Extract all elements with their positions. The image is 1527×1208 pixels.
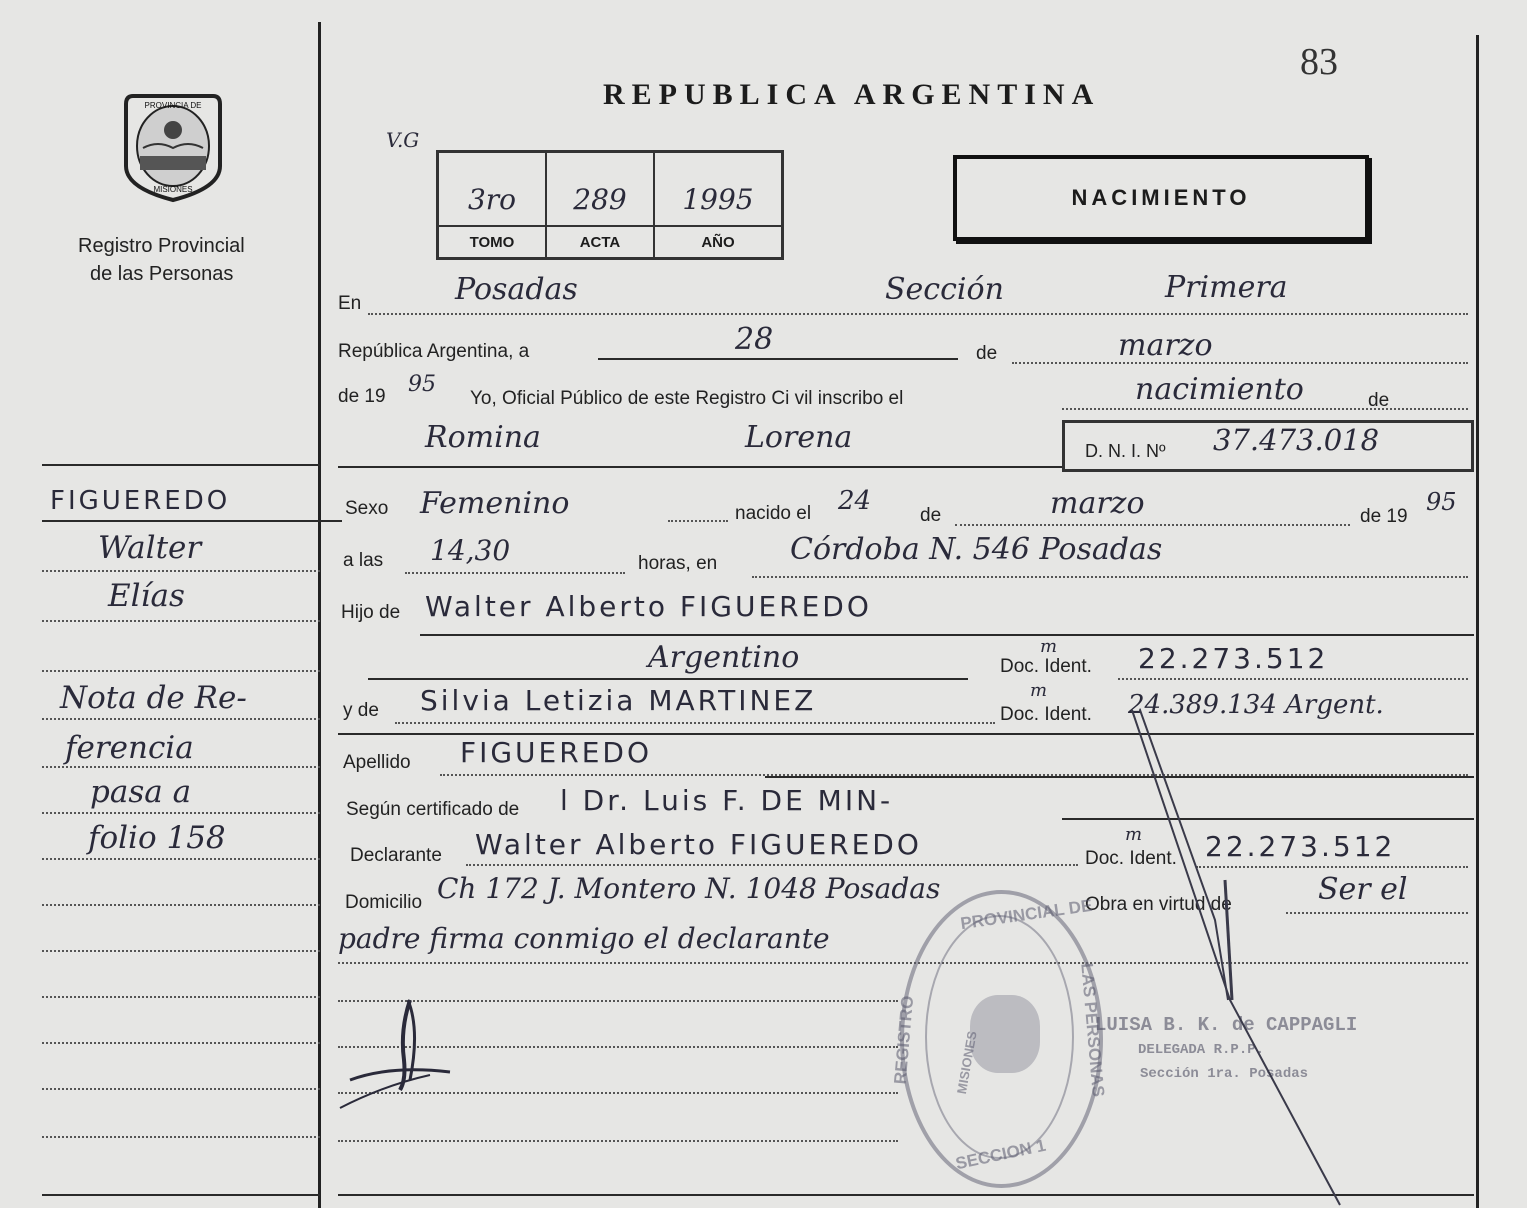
declarante-doc-label: Doc. Ident.	[1085, 848, 1177, 869]
margin-line	[42, 1136, 320, 1138]
delegate-title: DELEGADA R.P.P.	[1138, 1042, 1265, 1058]
margin-surname: FIGUEREDO	[50, 486, 231, 516]
de3-label: de	[920, 505, 942, 526]
given-name-first: Romina	[425, 420, 541, 455]
father-name-value: Walter Alberto FIGUEREDO	[425, 590, 872, 623]
declarante-value: Walter Alberto FIGUEREDO	[475, 828, 922, 861]
stamp-inner-text: MISIONES	[953, 1029, 980, 1096]
obra-value: Ser el	[1318, 872, 1408, 907]
mother-doc-label: Doc. Ident.	[1000, 704, 1092, 725]
continuation-text: padre firma conmigo el declarante	[338, 922, 830, 955]
given-name-second: Lorena	[745, 420, 853, 455]
margin-line	[42, 904, 320, 906]
day-value: 28	[735, 322, 774, 357]
year-prefix-label: de 19	[338, 386, 386, 407]
svg-text:PROVINCIA DE: PROVINCIA DE	[144, 101, 202, 110]
hora-value: 14,30	[430, 534, 511, 567]
margin-line	[42, 766, 320, 768]
birth-year-prefix: de 19	[1360, 506, 1408, 527]
birth-year-suffix: 95	[1426, 488, 1457, 516]
certificado-label: Según certificado de	[346, 799, 520, 820]
stamp-ring-left: REGISTRO	[890, 994, 918, 1086]
margin-note-line4: folio 158	[88, 820, 226, 856]
officer-text: Yo, Oficial Público de este Registro Ci vil inscribo el	[470, 388, 904, 409]
month-value: marzo	[1118, 328, 1213, 363]
margin-name2: Elías	[108, 578, 185, 614]
republica-label: República Argentina, a	[338, 341, 530, 362]
margin-line	[42, 1042, 320, 1044]
margin-line	[42, 670, 320, 672]
margin-bottom-line	[42, 1194, 320, 1196]
sexo-label: Sexo	[345, 498, 389, 519]
father-doc-superscript: m	[1040, 636, 1058, 657]
apellido-value: FIGUEREDO	[460, 736, 652, 769]
act-type-line	[1062, 408, 1468, 410]
mother-name-value: Silvia Letizia MARTINEZ	[420, 684, 817, 717]
father-doc-line	[1118, 678, 1468, 680]
father-nationality-line	[368, 678, 968, 680]
record-type-label: NACIMIENTO	[1071, 185, 1251, 210]
sexo-value: Femenino	[420, 486, 570, 521]
margin-note-line1: Nota de Re-	[60, 680, 247, 716]
father-doc-value: 22.273.512	[1138, 642, 1329, 675]
anio-value: 1995	[682, 183, 754, 216]
yde-label: y de	[343, 700, 379, 721]
seccion-label-handwritten: Sección	[885, 272, 1004, 307]
birth-day-value: 24	[838, 486, 872, 516]
margin-line	[42, 570, 320, 572]
place-line	[368, 313, 1468, 315]
margin-divider-line	[318, 22, 321, 1208]
diagonal-pen-strokes	[1120, 700, 1360, 1208]
stamp-ring-bottom: SECCION 1	[953, 1135, 1048, 1174]
hijo-label: Hijo de	[341, 602, 401, 623]
registry-name-line2: de las Personas	[90, 263, 234, 285]
registry-reference-box	[436, 150, 784, 260]
margin-line	[42, 812, 320, 814]
anio-label: AÑO	[701, 234, 735, 251]
obra-label: Obra en virtud de	[1085, 894, 1232, 915]
mother-doc-superscript: m	[1030, 680, 1048, 701]
seccion-value: Primera	[1165, 270, 1288, 305]
birth-place-value: Córdoba N. 546 Posadas	[790, 532, 1163, 567]
delegate-section: Sección 1ra. Posadas	[1140, 1066, 1309, 1082]
tomo-label: TOMO	[469, 234, 515, 251]
given-names-line	[338, 466, 1062, 468]
father-doc-label: Doc. Ident.	[1000, 656, 1092, 677]
place-value: Posadas	[455, 272, 578, 307]
birth-place-line	[752, 576, 1468, 578]
certificado-value: l Dr. Luis F. DE MIN-	[560, 784, 894, 817]
month-line	[1012, 362, 1468, 364]
tomo-cell	[439, 153, 547, 257]
margin-line	[42, 858, 320, 860]
handwritten-signature	[330, 990, 460, 1120]
de-label: de	[976, 343, 998, 364]
stamp-ring-right: LAS PERSONAS	[1077, 962, 1108, 1098]
horas-label: horas, en	[638, 553, 718, 574]
margin-line	[42, 1088, 320, 1090]
form-right-border	[1476, 35, 1479, 1208]
margin-line	[42, 950, 320, 952]
declarante-line	[466, 864, 1078, 866]
birth-month-value: marzo	[1050, 486, 1145, 521]
nacido-label: nacido el	[735, 503, 812, 524]
margin-line	[42, 718, 320, 720]
delegate-name: LUISA B. K. de CAPPAGLI	[1095, 1014, 1358, 1036]
act-type-value: nacimiento	[1135, 372, 1304, 407]
year-suffix-value: 95	[408, 372, 436, 397]
alas-label: a las	[343, 550, 384, 571]
declarante-label: Declarante	[350, 845, 442, 866]
birth-month-line	[955, 524, 1350, 526]
father-line	[420, 634, 1474, 636]
day-line	[598, 358, 958, 360]
margin-top-line	[42, 464, 320, 466]
declarante-doc-superscript: m	[1125, 824, 1143, 845]
declarante-doc-value: 22.273.512	[1205, 830, 1396, 863]
margin-line	[42, 620, 320, 622]
anio-cell	[655, 153, 781, 257]
sexo-line	[668, 520, 728, 522]
acta-cell	[547, 153, 655, 257]
margin-note-line3: pasa a	[90, 774, 192, 810]
hora-line	[405, 572, 625, 574]
acta-value: 289	[573, 183, 627, 216]
svg-text:MISIONES: MISIONES	[153, 185, 193, 194]
mother-doc-value: 24.389.134 Argent.	[1128, 690, 1384, 720]
stamp-inner-emblem	[970, 995, 1040, 1073]
margin-name1: Walter	[98, 530, 202, 566]
stamp-ring-top: PROVINCIAL DE	[959, 895, 1094, 934]
vg-mark: V.G	[386, 128, 420, 152]
domicilio-value: Ch 172 J. Montero N. 1048 Posadas	[437, 872, 941, 905]
misiones-coat-of-arms-logo	[118, 88, 228, 203]
blank-line	[338, 1140, 898, 1142]
father-nationality-value: Argentino	[648, 640, 800, 675]
dni-value: 37.473.018	[1213, 423, 1380, 457]
acta-label: ACTA	[579, 234, 621, 251]
en-label: En	[338, 293, 362, 314]
folio-number: 83	[1300, 41, 1338, 83]
registry-name-line1: Registro Provincial	[78, 235, 245, 257]
dni-box	[1062, 420, 1474, 472]
de2-label: de	[1368, 390, 1390, 411]
margin-line	[42, 996, 320, 998]
country-title: REPUBLICA ARGENTINA	[603, 78, 1101, 111]
margin-note-line2: ferencia	[65, 730, 194, 766]
domicilio-label: Domicilio	[345, 892, 423, 913]
margin-surname-underline	[42, 520, 342, 522]
tomo-value: 3ro	[467, 183, 517, 216]
apellido-label: Apellido	[343, 752, 411, 773]
dni-label: D. N. I. Nº	[1085, 441, 1166, 461]
record-type-box	[953, 155, 1369, 241]
mother-line	[395, 722, 995, 724]
